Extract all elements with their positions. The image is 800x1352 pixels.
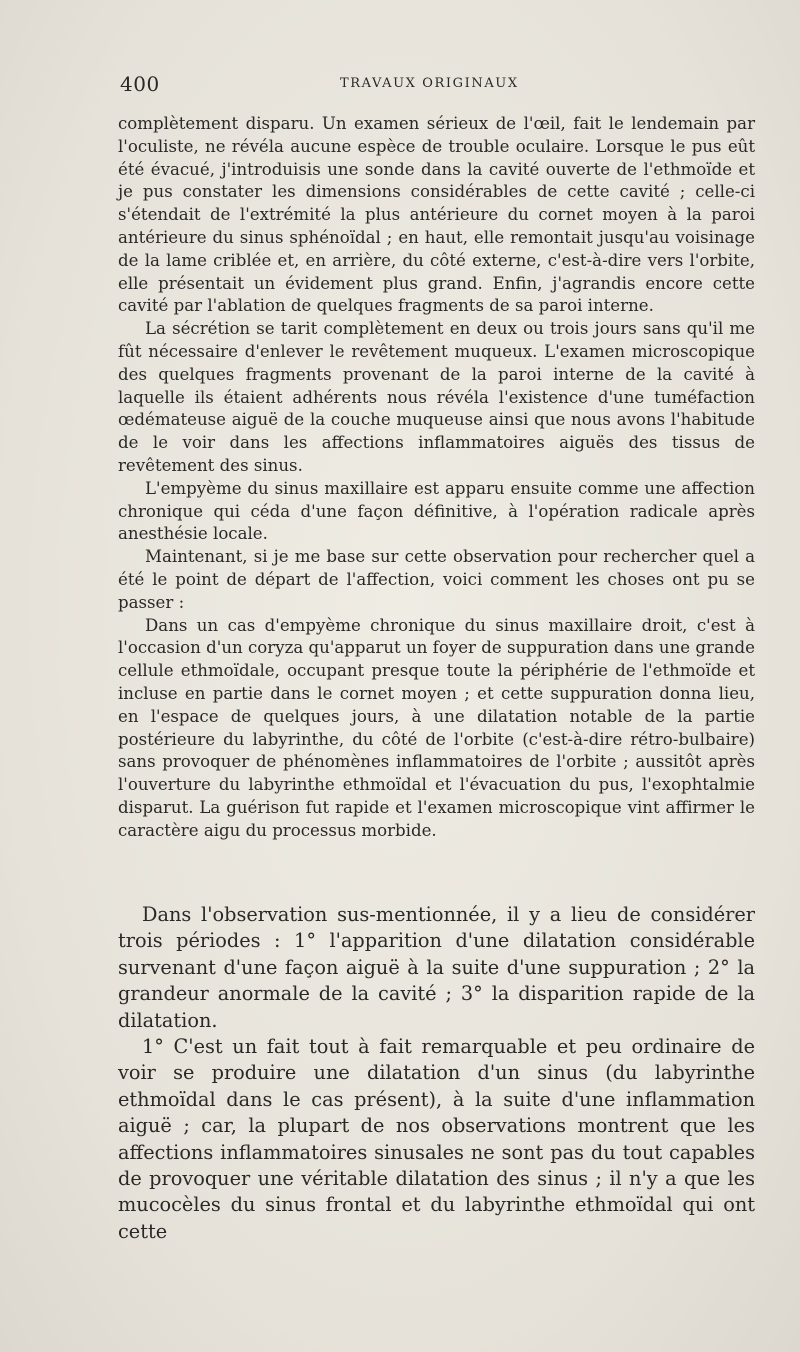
paragraph: Dans un cas d'empyème chronique du sinus maxillaire droit, c'est à l'occasion d'un coryza qu'apparut un foyer de suppuration dans une grande cellule ethmoïdale, occupant presque toute la périphérie de l'ethmoïde et incluse en partie dans le cornet moyen ; et cette suppuration donna lieu, en l'espace de quelques jours, à une dilatation notable de la partie postérieure du labyrinthe, du côté de l'orbite (c'est-à-dire rétro-bulbaire) sans provoquer de phénomènes inflammatoires de l'orbite ; aussitôt après l'ouverture du labyrinthe ethmoïdal et l'évacuation du pus, l'exophtalmie disparut. La guérison fut rapide et l'examen microscopique vint affirmer le caractère aigu du processus morbide.	[118, 615, 755, 840]
paragraph: 1° C'est un fait tout à fait remarquable et peu ordinaire de voir se produire une dilatation d'un sinus (du labyrinthe ethmoïdal dans le cas présent), à la suite d'une inflammation aiguë ; car, la plupart de nos observations montrent que les affections inflammatoires sinusales ne sont pas du tout capables de provoquer une véritable dilatation des sinus ; il n'y a que les mucocèles du sinus frontal et du labyrinthe ethmoïdal qui ont cette	[118, 1035, 755, 1243]
paragraph: complètement disparu. Un examen sérieux de l'œil, fait le lendemain par l'oculiste, ne révéla aucune espèce de trouble oculaire. Lorsque le pus eût été évacué, j'introduisis une sonde dans la cavité ouverte de l'ethmoïde et je pus constater les dimensions considérables de cette cavité ; celle-ci s'étendait de l'extrémité la plus antérieure du cornet moyen à la paroi antérieure du sinus sphénoïdal ; en haut, elle remontait jusqu'au voisinage de la lame criblée et, en arrière, du côté externe, c'est-à-dire vers l'orbite, elle présentait un évidement plus grand. Enfin, j'agrandis encore cette cavité par l'ablation de quelques fragments de sa paroi interne.	[118, 114, 755, 316]
body-text-large	[118, 902, 755, 1245]
page-number: 400	[120, 72, 160, 96]
page-header	[120, 72, 752, 96]
paragraph: Maintenant, si je me base sur cette observation pour rechercher quel a été le point de départ de l'affection, voici comment les choses ont pu se passer :	[118, 547, 755, 612]
paragraph: L'empyème du sinus maxillaire est apparu ensuite comme une affection chronique qui céda d'une façon définitive, à l'opération radicale après anesthésie locale.	[118, 478, 755, 544]
running-title: TRAVAUX ORIGINAUX	[340, 76, 519, 91]
paragraph: Dans l'observation sus-mentionnée, il y a lieu de considérer trois périodes : 1° l'apparition d'une dilatation considérable survenant d'une façon aiguë à la suite d'une suppuration ; 2° la grandeur anormale de la cavité ; 3° la disparition rapide de la dilatation.	[118, 903, 755, 1032]
body-text-small	[118, 113, 755, 843]
paragraph: La sécrétion se tarit complètement en deux ou trois jours sans qu'il me fût nécessaire d'enlever le revêtement muqueux. L'examen microscopique des quelques fragments provenant de la paroi interne de la cavité à laquelle ils étaient adhérents nous révéla l'existence d'une tuméfaction œdémateuse aiguë de la couche muqueuse ainsi que nous avons l'habitude de le voir dans les affections inflammatoires aiguës des tissus de revêtement des sinus.	[118, 319, 755, 475]
